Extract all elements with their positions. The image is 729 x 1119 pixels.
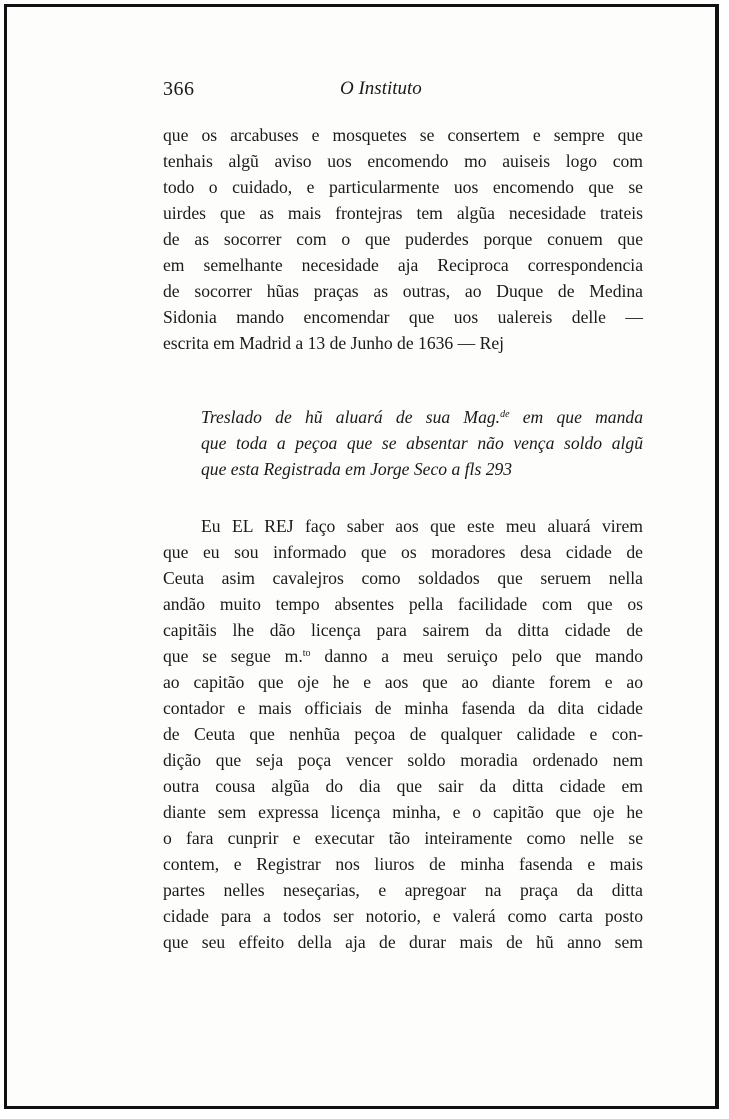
text-line: outra cousa algũa do dia que sair da ditta cidade em (163, 776, 643, 796)
text-line: que seu effeito della aja de durar mais de hũ anno sem (163, 932, 643, 952)
text-line: todo o cuidado, e particularmente uos encomendo que se (163, 177, 643, 197)
text-line: que os arcabuses e mosquetes se consertem e sempre que (163, 125, 643, 145)
text-line: Ceuta asim cavalejros como soldados que seruem nella (163, 568, 643, 588)
text-line: capitãis lhe dão licença para sairem da ditta cidade de (163, 620, 643, 640)
text-line: que eu sou informado que os moradores desa cidade de (163, 542, 643, 562)
text-line: ao capitão que oje he e aos que ao diante forem e ao (163, 672, 643, 692)
heading-line (201, 404, 643, 430)
text-line: andão muito tempo absentes pella facilidade com que os (163, 594, 643, 614)
text-line (163, 643, 643, 669)
text-line: Eu EL REJ faço saber aos que este meu aluará virem (201, 516, 643, 536)
page-header (0, 78, 729, 108)
heading-line: que esta Registrada em Jorge Seco a fls 293 (201, 459, 513, 479)
text-line: de as socorrer com o que puderdes porque conuem que (163, 229, 643, 249)
heading-superscript: de (500, 409, 510, 420)
paragraph-2 (163, 513, 643, 955)
text-line: escrita em Madrid a 13 de Junho de 1636 — Rej (163, 333, 505, 353)
heading-text: em que manda (509, 407, 643, 427)
text-line: dição que seja poça vencer soldo moradia ordenado nem (163, 750, 643, 770)
heading-line: que toda a peçoa que se absentar não vença soldo algũ (201, 433, 643, 453)
text-line: em semelhante necesidade aja Reciproca correspondencia (163, 255, 643, 275)
text-line: Sidonia mando encomendar que uos ualereis delle — (163, 307, 643, 327)
heading-text: Treslado de hũ aluará de sua Mag. (201, 407, 501, 427)
text-line: de Ceuta que nenhũa peçoa de qualquer calidade e con- (163, 724, 643, 744)
text-line: de socorrer hũas praças as outras, ao Duque de Medina (163, 281, 643, 301)
text-line: o fara cunprir e executar tão inteiramente como nelle se (163, 828, 643, 848)
text-segment: danno a meu seruiço pelo que mando (310, 646, 643, 666)
text-line: contem, e Registrar nos liuros de minha fasenda e mais (163, 854, 643, 874)
text-line: uirdes que as mais frontejras tem algũa necesidade trateis (163, 203, 643, 223)
running-title: O Instituto (340, 78, 422, 99)
text-segment: que se segue m. (163, 646, 303, 666)
superscript: to (302, 648, 311, 659)
text-line: diante sem expressa licença minha, e o capitão que oje he (163, 802, 643, 822)
text-line: tenhais algũ aviso uos encomendo mo auiseis logo com (163, 151, 643, 171)
text-line: cidade para a todos ser notorio, e valerá como carta posto (163, 906, 643, 926)
text-line: partes nelles neseçarias, e apregoar na praça da ditta (163, 880, 643, 900)
page-number: 366 (163, 78, 195, 100)
document-heading (201, 404, 643, 482)
paragraph-1 (163, 122, 643, 356)
text-line: contador e mais officiais de minha fasenda da dita cidade (163, 698, 643, 718)
